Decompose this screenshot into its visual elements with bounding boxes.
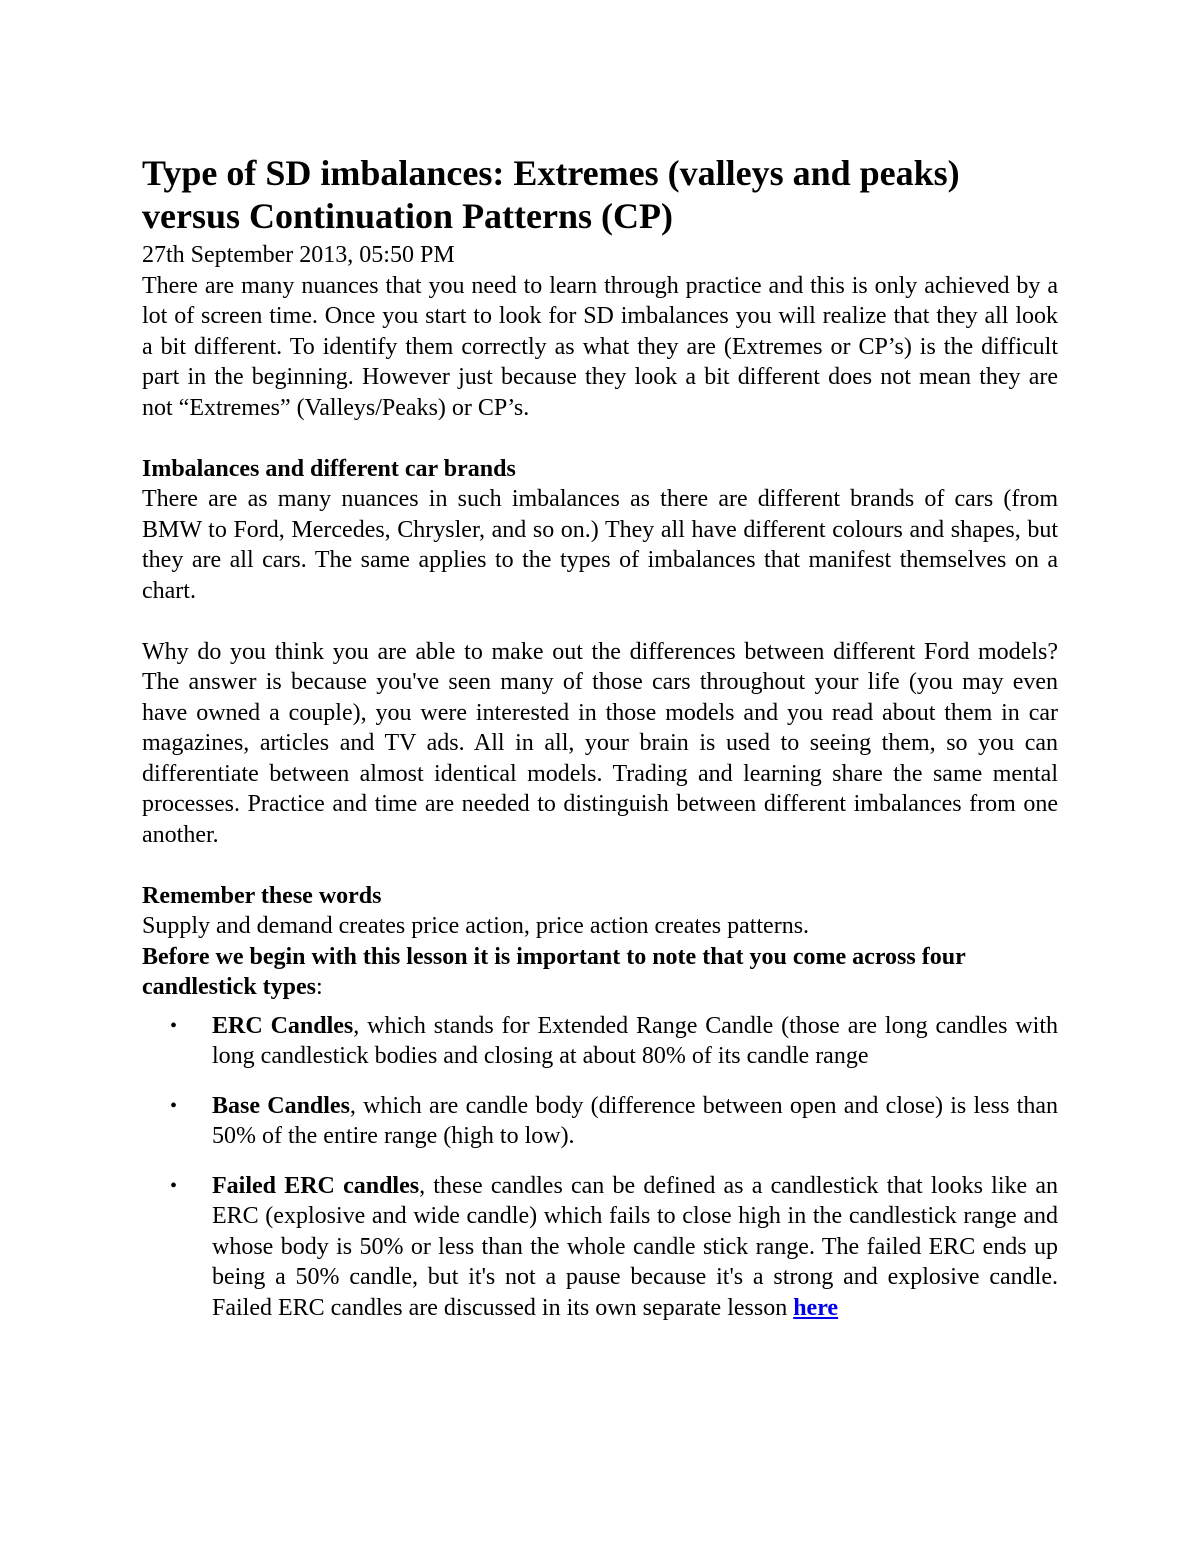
list-item-text: , which stands for Extended Range Candle (those are long candles with long candlestick bodies and closing at about 80% of its candle range [212,1012,1059,1069]
section-heading-car-brands: Imbalances and different car brands [142,455,516,482]
spacer [142,423,1058,454]
bullet-icon: • [170,1174,178,1197]
failed-erc-lesson-link[interactable]: here [793,1294,839,1321]
remember-line: Supply and demand creates price action, price action creates patterns. [142,913,810,939]
bullet-icon: • [170,1014,178,1037]
spacer [142,850,1058,881]
spacer [142,606,1058,637]
list-item-term: ERC Candles [212,1012,354,1039]
candle-types-list [142,1011,1058,1324]
section-heading-remember: Remember these words [142,882,382,909]
ford-models-paragraph: Why do you think you are able to make out the differences between different Ford models? The answer is because you've seen many of those cars throughout your life (you may even have owned a couple), you were interested in those models and you read about them in car magazines, articles and TV ads. All in all, your brain is used to seeing them, so you can differentiate between almost identical models. Trading and learning share the same mental processes. Practice and time are needed to distinguish between different imbalances from one another. [142,638,1058,848]
list-item [142,1091,1058,1152]
list-item-text: , these candles can be defined as a candlestick that looks like an ERC (explosive and wide candle) which fails to close high in the candlestick range and whose body is 50% or less than the whole candle stick range. The failed ERC ends up being a 50% candle, but it's not a pause because it's a strong and explosive candle. Failed ERC candles are discussed in its own separate lesson [212,1172,1058,1321]
list-item [142,1011,1058,1072]
list-item [142,1171,1058,1324]
post-date: 27th September 2013, 05:50 PM [142,242,455,268]
list-item-term: Base Candles [212,1092,350,1119]
document-title: Type of SD imbalances: Extremes (valleys and peaks) versus Continuation Patterns (CP) [142,153,960,236]
document-page [142,152,1058,1342]
list-item-term: Failed ERC candles [212,1172,420,1199]
intro-paragraph: There are many nuances that you need to learn through practice and this is only achieved by a lot of screen time. Once you start to look for SD imbalances you will realize that they all look a bit different. To identify them correctly as what they are (Extremes or CP’s) is the difficult part in the beginning. However just because they look a bit different does not mean they are not “Extremes” (Valleys/Peaks) or CP’s. [142,272,1058,421]
candlestick-types-intro [142,942,1058,1003]
bullet-icon: • [170,1094,178,1117]
candlestick-types-intro-colon: : [316,974,323,1000]
list-item-text: , which are candle body (difference between open and close) is less than 50% of the entire range (high to low). [212,1092,1059,1149]
candlestick-types-intro-text: Before we begin with this lesson it is important to note that you come across four candlestick types [142,943,966,1000]
car-brands-paragraph: There are as many nuances in such imbalances as there are different brands of cars (from BMW to Ford, Mercedes, Chrysler, and so on.) They all have different colours and shapes, but they are all cars. The same applies to the types of imbalances that manifest themselves on a chart. [142,486,1058,604]
